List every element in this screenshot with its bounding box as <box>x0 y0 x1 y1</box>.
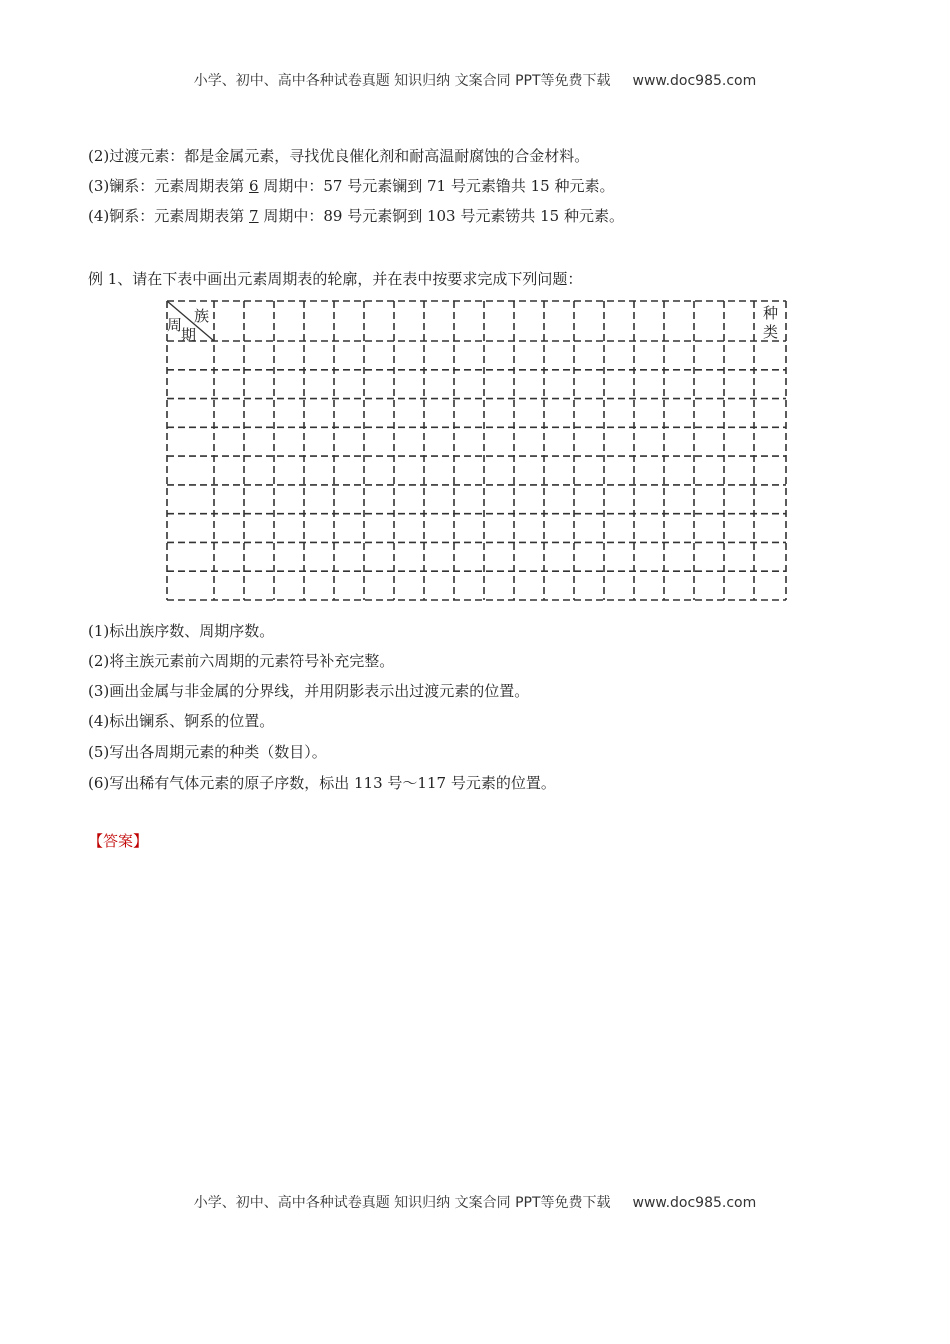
example-prompt: 例 1、请在下表中画出元素周期表的轮廓，并在表中按要求完成下列问题： <box>88 270 583 288</box>
question-3: (3)画出金属与非金属的分界线，并用阴影表示出过渡元素的位置。 <box>88 682 530 700</box>
question-4: (4)标出镧系、锕系的位置。 <box>88 712 275 730</box>
header-text: 小学、初中、高中各种试卷真题 知识归纳 文案合同 PPT等免费下载 <box>193 73 611 89</box>
corner-period-label-2: 期 <box>181 326 197 344</box>
question-2: (2)将主族元素前六周期的元素符号补充完整。 <box>88 652 395 670</box>
footer-text: 小学、初中、高中各种试卷真题 知识归纳 文案合同 PPT等免费下载 <box>193 1195 611 1211</box>
question-5: (5)写出各周期元素的种类（数目）。 <box>88 743 327 761</box>
periodic-table-blank-grid <box>166 300 788 603</box>
answer-label: 【答案】 <box>88 832 149 850</box>
page-header <box>0 70 950 90</box>
note-lanthanides: (3)镧系：元素周期表第 6 周期中：57 号元素镧到 71 号元素镥共 15 种元素。 <box>88 177 615 195</box>
note-transition: (2)过渡元素：都是金属元素，寻找优良催化剂和耐高温耐腐蚀的合金材料。 <box>88 147 590 165</box>
period-six-underlined: 6 <box>249 177 259 195</box>
question-1: (1)标出族序数、周期序数。 <box>88 622 275 640</box>
corner-group-label: 族 <box>194 307 210 325</box>
footer-site-link[interactable]: www.doc985.com <box>632 1195 757 1211</box>
count-header-2: 类 <box>763 323 779 341</box>
question-6: (6)写出稀有气体元素的原子序数，标出 113 号～117 号元素的位置。 <box>88 774 556 792</box>
note-actinides: (4)锕系：元素周期表第 7 周期中：89 号元素锕到 103 号元素铹共 15 种元素。 <box>88 207 624 225</box>
page-footer <box>0 1192 950 1212</box>
period-seven-underlined: 7 <box>249 207 259 225</box>
corner-period-label-1: 周 <box>167 316 183 334</box>
count-header-1: 种 <box>763 304 779 322</box>
header-site-link[interactable]: www.doc985.com <box>632 73 757 89</box>
